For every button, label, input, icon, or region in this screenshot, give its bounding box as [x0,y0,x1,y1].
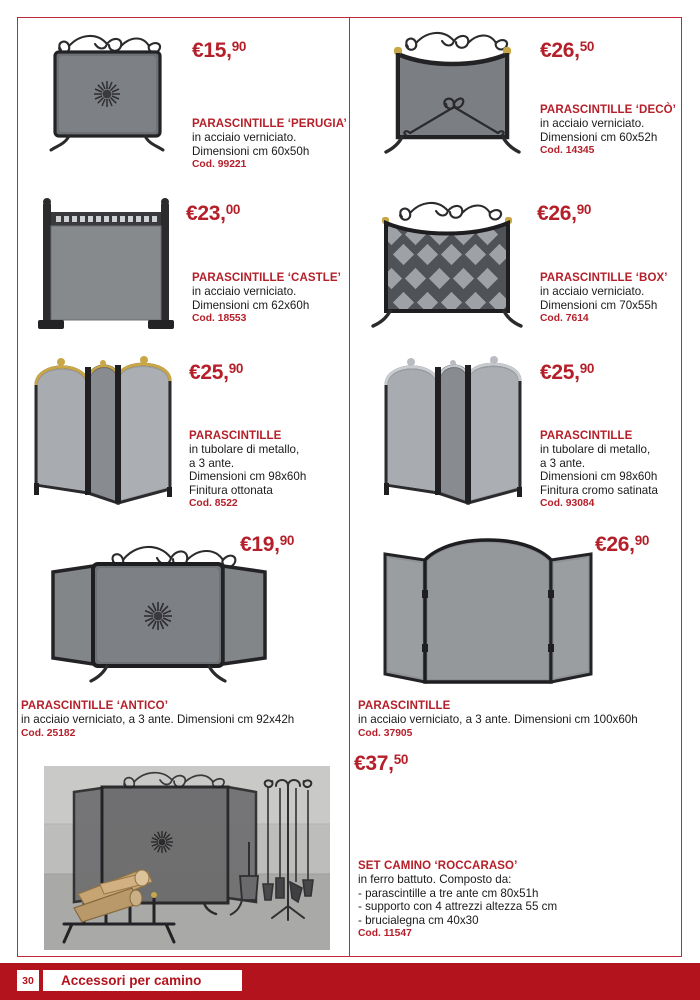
section-label: Accessori per camino [43,970,242,991]
product-title: PARASCINTILLE [540,430,633,442]
product-title: PARASCINTILLE [358,700,451,712]
product-code: Cod. 18553 [192,313,247,325]
price-deco: €26,50 [540,39,595,62]
page-number: 30 [17,970,39,991]
price-arched: €26,90 [595,533,650,556]
product-desc-line: in acciaio verniciato. [540,117,645,130]
product-info-deco [540,104,676,156]
fireplace-screen-box-photo [362,193,532,333]
product-code: Cod. 37905 [358,727,413,739]
product-code: Cod. 8522 [189,498,238,510]
product-title: PARASCINTILLE ‘ANTICO’ [21,700,169,712]
product-info-perugia [192,118,347,170]
product-desc-line: Finitura ottonata [189,483,273,497]
product-info-castle [192,272,341,324]
product-desc-line: Dimensioni cm 70x55h [540,298,658,312]
fireplace-screen-castle-photo [30,190,185,340]
fireplace-set-roccaraso-photo [44,766,330,950]
product-info-roccaraso [358,860,557,939]
product-info-box [540,272,668,324]
product-title: PARASCINTILLE ‘DECÒ’ [540,104,676,116]
price-antico: €19,90 [240,533,295,556]
fireplace-screen-3panel-chrome-photo [380,345,530,510]
product-desc-line: Dimensioni cm 60x50h [192,144,310,158]
product-desc-line: - supporto con 4 attrezzi altezza 55 cm [358,900,558,914]
product-desc-line: Finitura cromo satinata [540,483,658,497]
price-3panel-brass: €25,90 [189,361,244,384]
product-info-antico [21,700,294,739]
product-desc-line: - parascintille a tre ante cm 80x51h [358,886,539,900]
product-code: Cod. 11547 [358,928,412,940]
product-title: PARASCINTILLE ‘CASTLE’ [192,272,341,284]
product-code: Cod. 99221 [192,159,247,171]
fireplace-screen-deco-photo [370,25,535,165]
product-desc-line: in tubolare di metallo, [540,443,651,456]
product-desc-line: in acciaio verniciato. [540,285,645,298]
product-desc-line: - brucialegna cm 40x30 [358,913,479,927]
product-code: Cod. 14345 [540,145,595,157]
price-castle: €23,00 [186,202,241,225]
product-desc-line: in acciaio verniciato. [192,285,297,298]
product-desc-line: in acciaio verniciato, a 3 ante. Dimensioni cm 92x42h [21,713,295,726]
product-desc-line: in ferro battuto. Composto da: [358,873,512,886]
product-info-arched [358,700,638,739]
product-code: Cod. 93084 [540,498,595,510]
product-title: PARASCINTILLE [189,430,282,442]
price-roccaraso: €37,50 [354,752,409,775]
price-3panel-chrome: €25,90 [540,361,595,384]
product-info-3panel-brass [189,430,306,509]
product-desc-line: Dimensioni cm 60x52h [540,130,658,144]
product-desc-line: Dimensioni cm 98x60h [540,470,658,484]
column-divider [349,18,350,956]
product-desc-line: a 3 ante. [189,456,235,470]
product-desc-line: in acciaio verniciato, a 3 ante. Dimensioni cm 100x60h [358,713,638,726]
price-perugia: €15,90 [192,39,247,62]
product-code: Cod. 25182 [21,727,76,739]
product-code: Cod. 7614 [540,313,589,325]
product-title: PARASCINTILLE ‘PERUGIA’ [192,118,347,130]
product-title: SET CAMINO ‘ROCCARASO’ [358,860,518,872]
fireplace-screen-3panel-brass-photo [30,345,180,510]
product-desc-line: Dimensioni cm 62x60h [192,298,310,312]
product-desc-line: a 3 ante. [540,456,586,470]
product-desc-line: in tubolare di metallo, [189,443,300,456]
fireplace-screen-perugia-photo [25,28,185,163]
fireplace-screen-antico-photo [25,538,325,688]
product-title: PARASCINTILLE ‘BOX’ [540,272,668,284]
product-desc-line: in acciaio verniciato. [192,131,297,144]
product-info-3panel-chrome [540,430,658,509]
fireplace-screen-arched-photo [363,532,613,692]
price-box: €26,90 [537,202,592,225]
product-desc-line: Dimensioni cm 98x60h [189,470,307,484]
